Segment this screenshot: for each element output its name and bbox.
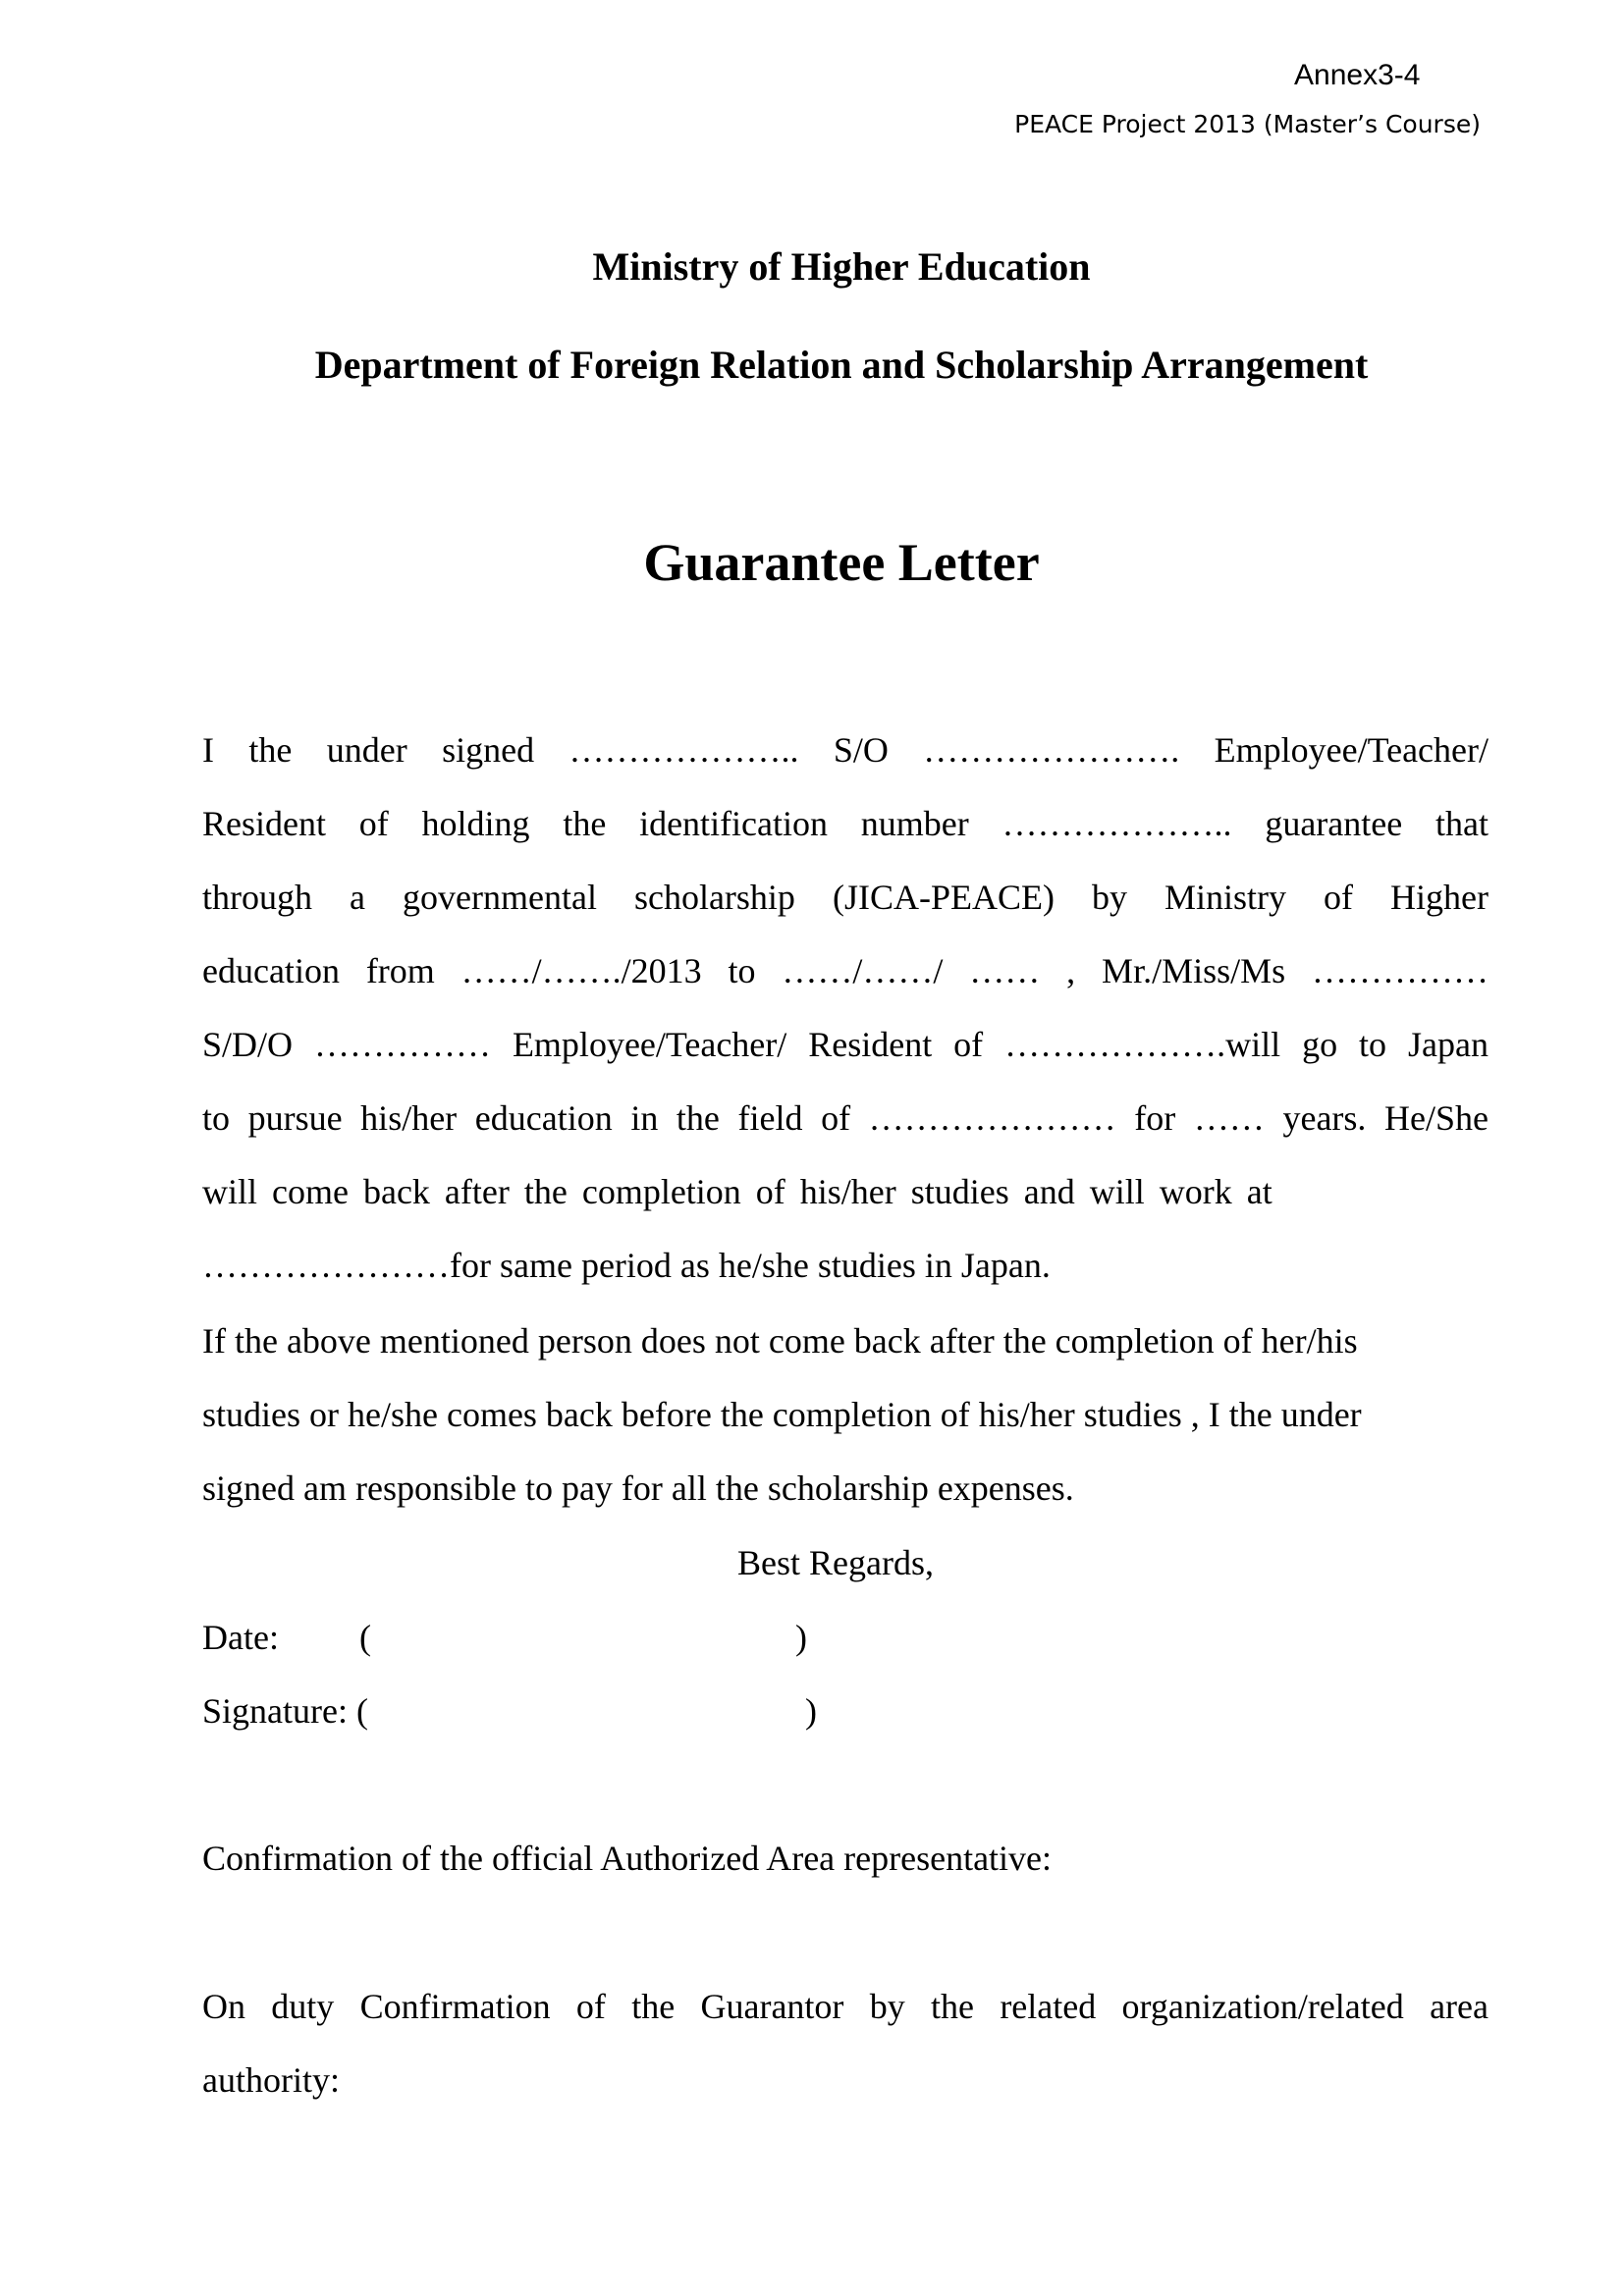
paragraph-line: education from ……/……./2013 to ……/……/ …… , Mr./Miss/Ms …………… [202,951,1489,990]
duty-confirmation-line: authority: [202,2060,340,2100]
paragraph-line: signed am responsible to pay for all the scholarship expenses. [202,1468,1074,1508]
date-label: Date: [202,1618,279,1657]
duty-confirmation [202,1970,1489,2117]
paragraph-line: to pursue his/her education in the field of ………………… for …… years. He/She [202,1098,1489,1138]
signature-close-paren: ) [805,1691,817,1731]
guarantee-paragraph [202,714,1489,1303]
department-heading: Department of Foreign Relation and Scholarship Arrangement [314,343,1369,387]
annex-label: Annex3-4 [1294,59,1421,91]
paragraph-line: …………………for same period as he/she studies in Japan. [202,1246,1051,1285]
paragraph-line: S/D/O …………… Employee/Teacher/ Resident of ……………….will go to Japan [202,1025,1489,1064]
signature-label: Signature: ( [202,1691,368,1731]
letter-title: Guarantee Letter [643,533,1040,592]
paragraph-line: studies or he/she comes back before the completion of his/her studies , I the under [202,1395,1362,1434]
best-regards: Best Regards, [737,1543,934,1582]
paragraph-line: I the under signed ……………….. S/O …………………. Employee/Teacher/ [202,730,1489,770]
date-open-paren: ( [359,1618,371,1657]
responsibility-paragraph [202,1305,1489,1525]
ministry-heading: Ministry of Higher Education [592,244,1091,289]
paragraph-line: Resident of holding the identification number ……………….. guarantee that [202,804,1489,843]
paragraph-line: through a governmental scholarship (JICA-PEACE) by Ministry of Higher [202,878,1489,917]
official-confirmation: Confirmation of the official Authorized Area representative: [202,1839,1053,1878]
date-close-paren: ) [795,1618,807,1657]
duty-confirmation-line: On duty Confirmation of the Guarantor by the related organization/related area [202,1987,1489,2026]
project-label: PEACE Project 2013 (Master’s Course) [1014,110,1481,138]
paragraph-line: If the above mentioned person does not come back after the completion of her/his [202,1321,1358,1361]
paragraph-line: will come back after the completion of his/her studies and will work at [202,1172,1272,1211]
